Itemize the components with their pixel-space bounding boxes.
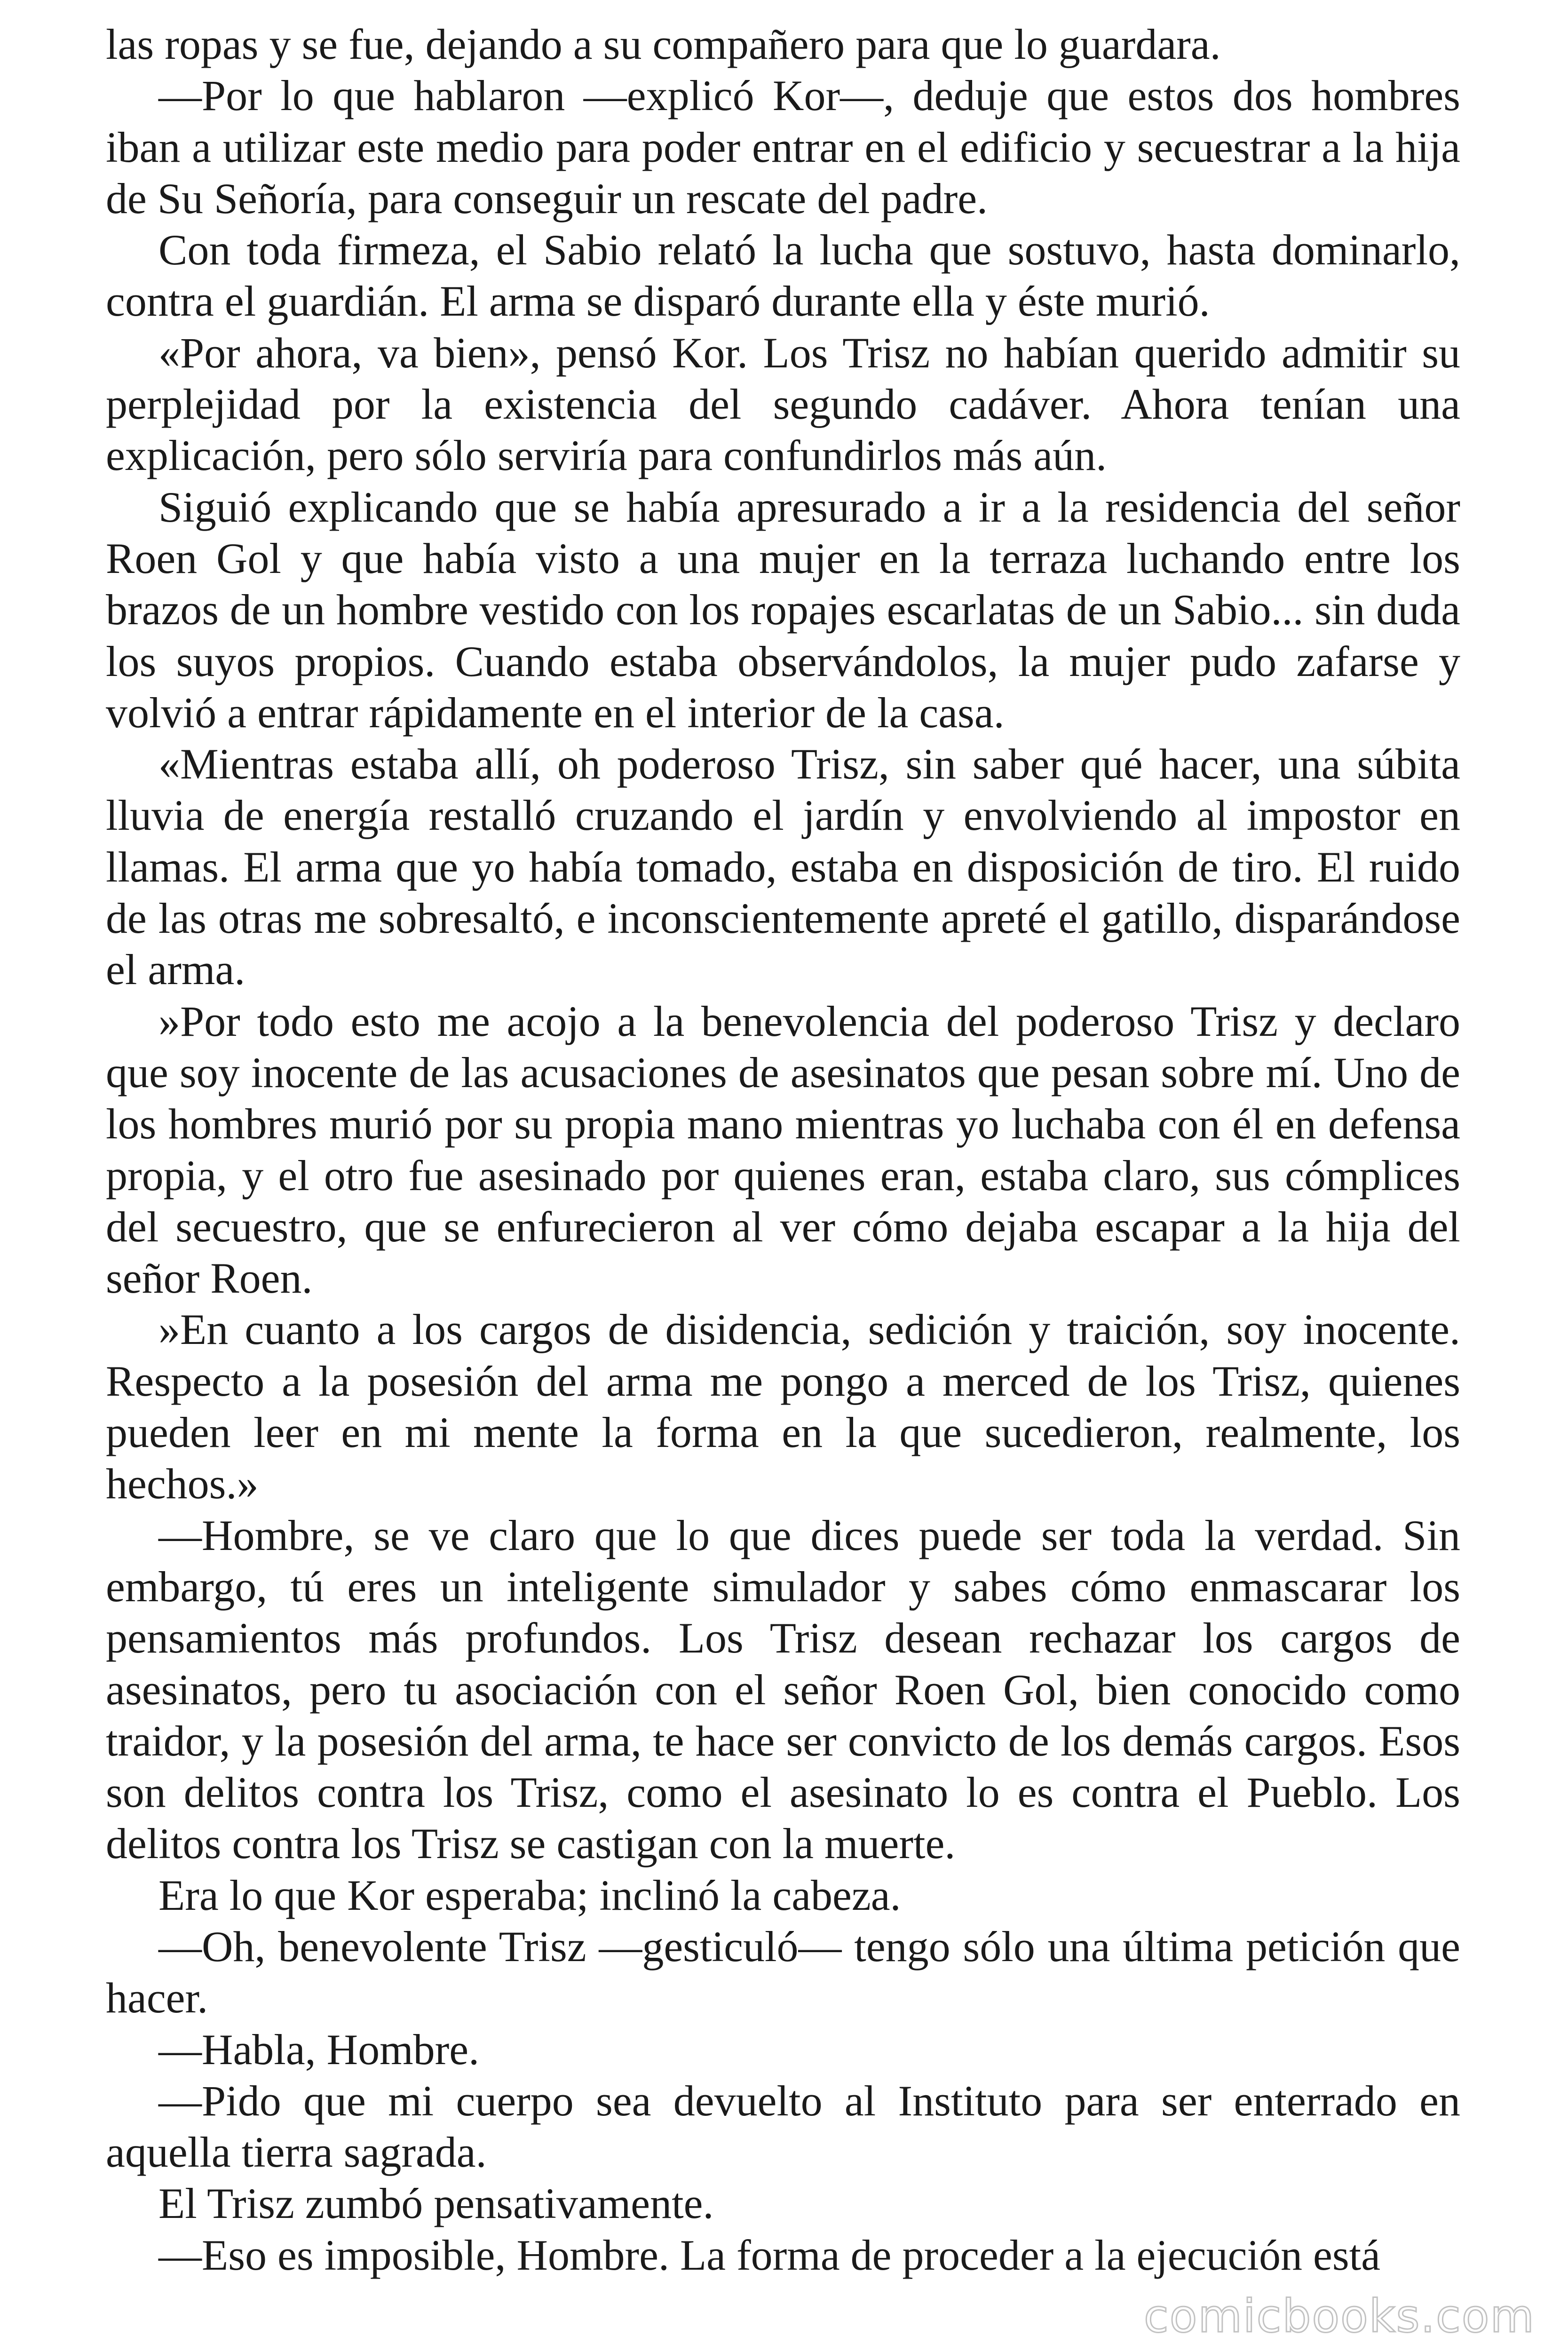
paragraph: «Por ahora, va bien», pensó Kor. Los Trisz no habían querido admitir su perplejidad por la existencia del segundo cadáver. Ahora tenían una explicación, pero sólo serviría para confundirlos más aún.: [106, 328, 1460, 480]
paragraph: —Eso es imposible, Hombre. La forma de proceder a la ejecución está: [158, 2231, 1381, 2279]
paragraph: —Habla, Hombre.: [158, 2025, 480, 2074]
paragraph-continuation: las ropas y se fue, dejando a su compañero para que lo guardara.: [106, 20, 1221, 68]
paragraph: —Oh, benevolente Trisz —gesticuló— tengo sólo una última petición que hacer.: [106, 1922, 1460, 2022]
paragraph: »Por todo esto me acojo a la benevolencia del poderoso Trisz y declaro que soy inocente de las acusaciones de asesinatos que pesan sobre mí. Uno de los hombres murió por su propia mano mientras yo luchaba con él en defensa propia, y el otro fue asesinado por quienes eran, estaba claro, sus cómplices del secuestro, que se enfurecieron al ver cómo dejaba escapar a la hija del señor Roen.: [106, 997, 1460, 1303]
paragraph: El Trisz zumbó pensativamente.: [158, 2179, 714, 2228]
paragraph: —Pido que mi cuerpo sea devuelto al Instituto para ser enterrado en aquella tierra sagrada.: [106, 2076, 1460, 2177]
book-page: [106, 19, 1460, 2281]
paragraph: Siguió explicando que se había apresurado a ir a la residencia del señor Roen Gol y que había visto a una mujer en la terraza luchando entre los brazos de un hombre vestido con los ropajes escarlatas de un Sabio... sin duda los suyos propios. Cuando estaba observándolos, la mujer pudo zafarse y volvió a entrar rápidamente en el interior de la casa.: [106, 483, 1460, 737]
paragraph: »En cuanto a los cargos de disidencia, sedición y traición, soy inocente. Respecto a la posesión del arma me pongo a merced de los Trisz, quienes pueden leer en mi mente la forma en la que sucedieron, realmente, los hechos.»: [106, 1305, 1460, 1508]
paragraph: Era lo que Kor esperaba; inclinó la cabeza.: [158, 1871, 901, 1919]
site-watermark: comicbooks.com: [1143, 2290, 1535, 2343]
paragraph: —Hombre, se ve claro que lo que dices puede ser toda la verdad. Sin embargo, tú eres un inteligente simulador y sabes cómo enmascarar los pensamientos más profundos. Los Trisz desean rechazar los cargos de asesinatos, pero tu asociación con el señor Roen Gol, bien conocido como traidor, y la posesión del arma, te hace ser convicto de los demás cargos. Esos son delitos contra los Trisz, como el asesinato lo es contra el Pueblo. Los delitos contra los Trisz se castigan con la muerte.: [106, 1511, 1460, 1868]
paragraph: Con toda firmeza, el Sabio relató la lucha que sostuvo, hasta dominarlo, contra el guardián. El arma se disparó durante ella y éste murió.: [106, 226, 1460, 326]
paragraph: «Mientras estaba allí, oh poderoso Trisz, sin saber qué hacer, una súbita lluvia de energía restalló cruzando el jardín y envolviendo al impostor en llamas. El arma que yo había tomado, estaba en disposición de tiro. El ruido de las otras me sobresaltó, e inconscientemente apreté el gatillo, disparándose el arma.: [106, 740, 1460, 994]
paragraph: —Por lo que hablaron —explicó Kor—, deduje que estos dos hombres iban a utilizar este medio para poder entrar en el edificio y secuestrar a la hija de Su Señoría, para conseguir un rescate del padre.: [106, 72, 1460, 222]
